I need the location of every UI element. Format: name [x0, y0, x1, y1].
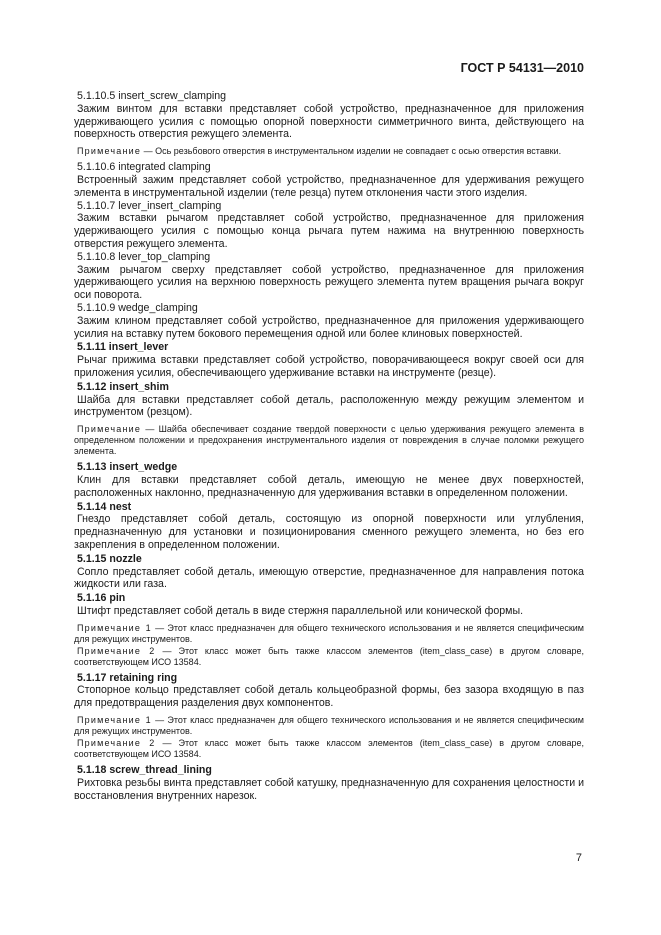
section: [74, 672, 584, 760]
note-label: Примечание 2: [77, 645, 156, 656]
section: [74, 251, 584, 302]
section-heading: 5.1.17 retaining ring: [77, 671, 178, 684]
section-heading: 5.1.15 nozzle: [77, 552, 142, 565]
section: [74, 592, 584, 668]
note-label: Примечание 1: [77, 715, 152, 726]
note: [74, 146, 584, 157]
section-body: Зажим вставки рычагом представляет собой устройство, предназначенное для приложения удерживающего усилия с помощью конца рычага путем нажима на внутреннюю поверхность отверстия режущего элемента.: [74, 212, 584, 250]
note: [74, 424, 584, 457]
section-heading: 5.1.10.9 wedge_clamping: [77, 301, 198, 314]
note-label: Примечание 1: [77, 622, 152, 633]
note-text: — Ось резьбового отверстия в инструментальном изделии не совпадает с осью отверстия вставки.: [141, 146, 562, 157]
page-number: 7: [575, 852, 582, 864]
section-body: Зажим клином представляет собой устройство, предназначенное для приложения удерживающего усилия на вставку путем бокового перемещения одной или более клиновых поверхностей.: [74, 314, 584, 340]
section-body: Штифт представляет собой деталь в виде стержня параллельной или конической формы.: [77, 604, 524, 617]
section-heading: 5.1.18 screw_thread_lining: [77, 764, 212, 777]
note-label: Примечание: [77, 146, 142, 157]
section-body: Сопло представляет собой деталь, имеющую отверстие, предназначенное для направления потока жидкости или газа.: [74, 565, 584, 591]
section-heading: 5.1.14 nest: [77, 500, 132, 513]
section: [74, 302, 584, 340]
section-heading: 5.1.13 insert_wedge: [77, 461, 178, 474]
section-heading: 5.1.10.5 insert_screw_clamping: [77, 90, 226, 102]
note: [74, 646, 584, 668]
section-body: Зажим винтом для вставки представляет собой устройство, предназначенное для приложения удерживающего усилия с помощью опорной поверхности симметричного винта, действующего на поверхность отверстия режущего элемента.: [74, 102, 584, 141]
section-heading: 5.1.11 insert_lever: [77, 341, 169, 354]
note: [74, 623, 584, 645]
note-text: — Этот класс предназначен для общего технического использования и не является специфическим для режущих инструментов.: [74, 622, 584, 644]
section-body: Гнездо представляет собой деталь, состоящую из опорной поверхности или углубления, предназначенную для установки и позиционирования сменного режущего элемента, но без его закрепления в определенном положении.: [74, 513, 584, 551]
section: [74, 161, 584, 199]
document-id: ГОСТ Р 54131—2010: [460, 61, 584, 75]
section: [74, 90, 584, 157]
section: [74, 764, 584, 802]
note: [74, 715, 584, 737]
section-heading: 5.1.16 pin: [77, 592, 126, 605]
page-body: [74, 90, 584, 802]
note-text: — Шайба обеспечивает создание твердой поверхности с целью удерживания режущего элемента в определенном положении и предохранения инструментального изделия от повреждения в случае поломки режущего элемента.: [74, 424, 584, 457]
section-heading: 5.1.10.6 integrated clamping: [77, 161, 211, 174]
section-body: Клин для вставки представляет собой деталь, имеющую не менее двух поверхностей, расположенных наклонно, предназначенную для удерживания вставки в определенном положении.: [74, 473, 584, 499]
section-body: Зажим рычагом сверху представляет собой устройство, предназначенное для приложения удерживающего усилия на верхнюю поверхность режущего элемента путем вращения рычага вокруг оси поворота.: [74, 263, 584, 302]
section: [74, 553, 584, 591]
note-text: — Этот класс может быть также классом элементов (item_class_case) в другом словаре, соответствующем ИСО 13584.: [74, 738, 585, 760]
section: [74, 461, 584, 499]
section: [74, 501, 584, 552]
note-label: Примечание: [77, 424, 142, 435]
section-body: Встроенный зажим представляет собой устройство, предназначенное для удерживания режущего элемента в инструментальной изделии (теле резца) путем отклонения части этого изделия.: [74, 173, 584, 199]
note-text: — Этот класс предназначен для общего технического использования и не является специфическим для режущих инструментов.: [74, 715, 584, 737]
note-label: Примечание 2: [77, 738, 156, 749]
section: [74, 200, 584, 251]
note-text: — Этот класс может быть также классом элементов (item_class_case) в другом словаре, соответствующем ИСО 13584.: [74, 645, 585, 667]
section-body: Шайба для вставки представляет собой деталь, расположенную между режущим элементом и инструментом (резцом).: [74, 393, 584, 419]
section: [74, 341, 584, 379]
section-body: Рычаг прижима вставки представляет собой устройство, поворачивающееся вокруг своей оси для приложения усилия, обеспечивающего удерживание вставки на инструменте (резце).: [74, 354, 584, 379]
note: [74, 738, 584, 760]
section-heading: 5.1.10.8 lever_top_clamping: [77, 250, 211, 263]
section-heading: 5.1.10.7 lever_insert_clamping: [77, 199, 222, 212]
section: [74, 381, 584, 457]
section-body: Рихтовка резьбы винта представляет собой катушку, предназначенную для сохранения целостности и восстановления внутренних нарезок.: [74, 776, 584, 802]
section-heading: 5.1.12 insert_shim: [77, 380, 169, 393]
section-body: Стопорное кольцо представляет собой деталь кольцеобразной формы, без зазора входящую в паз для предотвращения разделения двух компонентов.: [74, 684, 584, 710]
